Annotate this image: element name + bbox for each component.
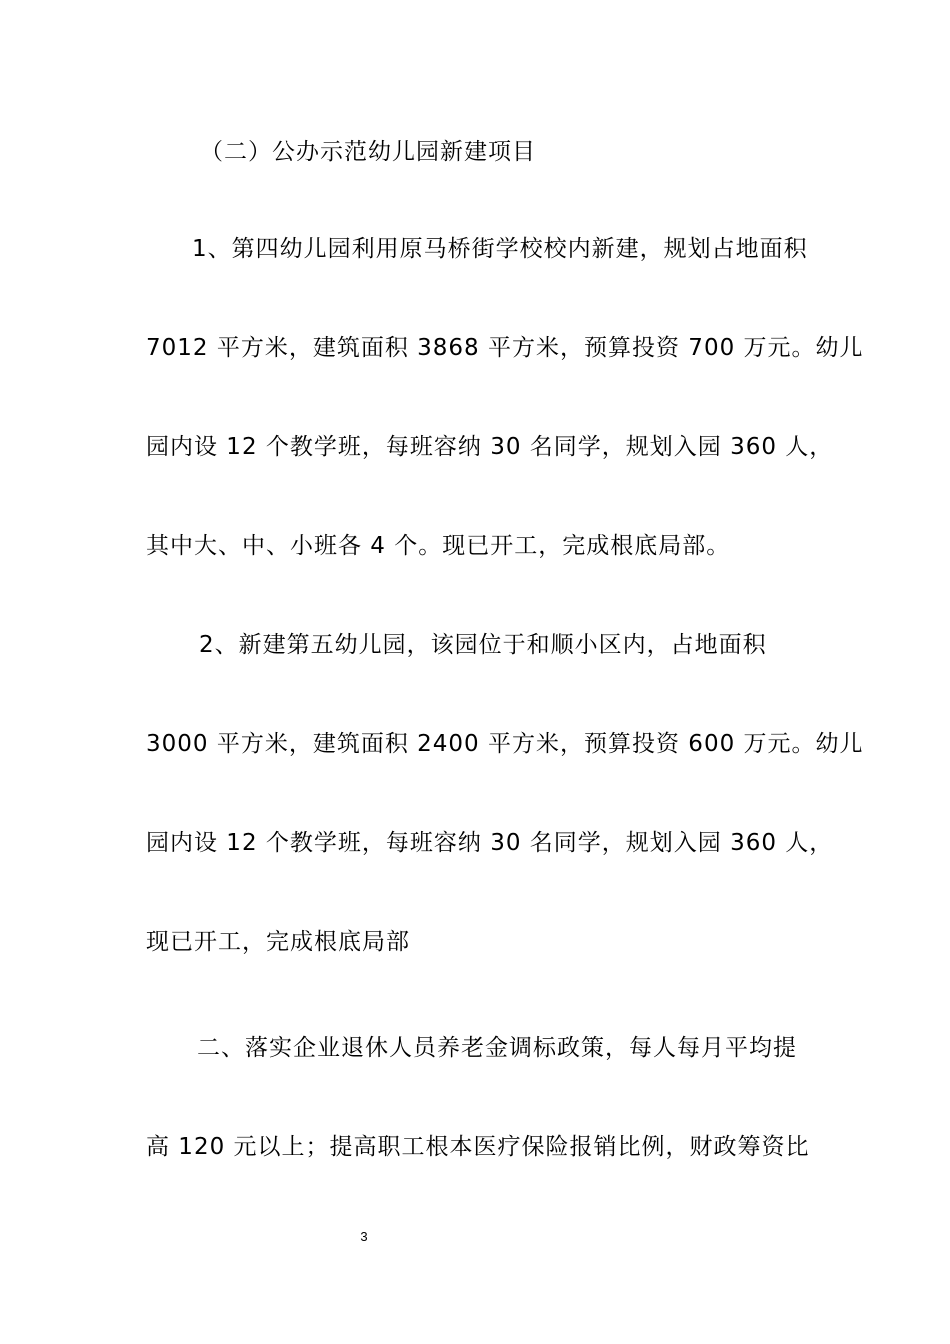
paragraph-line: 园内设 12 个教学班，每班容纳 30 名同学，规划入园 360 人，: [146, 830, 834, 856]
paragraph-line: 7012 平方米，建筑面积 3868 平方米，预算投资 700 万元。幼儿: [146, 335, 864, 361]
paragraph-line: 其中大、中、小班各 4 个。现已开工，完成根底局部。: [146, 533, 731, 559]
paragraph-line: 1、第四幼儿园利用原马桥街学校校内新建，规划占地面积: [192, 236, 808, 262]
page-number: 3: [360, 1229, 368, 1244]
paragraph-line: 高 120 元以上；提高职工根本医疗保险报销比例，财政筹资比: [146, 1134, 810, 1160]
paragraph-line: 3000 平方米，建筑面积 2400 平方米，预算投资 600 万元。幼儿: [146, 731, 864, 757]
paragraph-line: 2、新建第五幼儿园，该园位于和顺小区内，占地面积: [199, 632, 767, 658]
paragraph-line: 园内设 12 个教学班，每班容纳 30 名同学，规划入园 360 人，: [146, 434, 834, 460]
section-heading: （二）公办示范幼儿园新建项目: [200, 139, 536, 165]
paragraph-line: 二、落实企业退休人员养老金调标政策，每人每月平均提: [197, 1035, 797, 1061]
paragraph-line: 现已开工，完成根底局部: [146, 929, 410, 955]
